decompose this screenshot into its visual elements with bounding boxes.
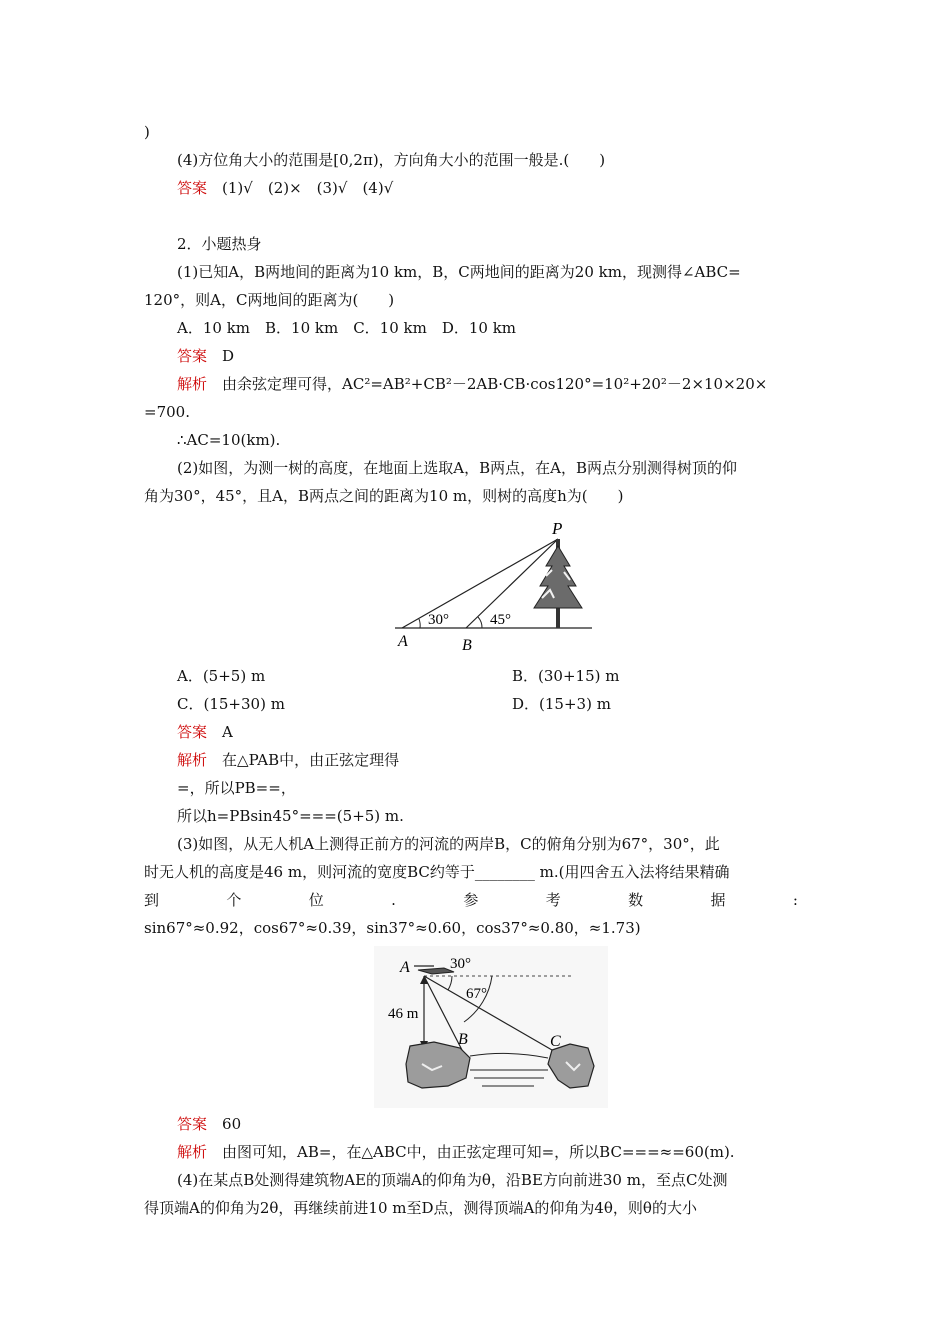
justified-word: . (391, 891, 396, 909)
justified-word: 参 (463, 891, 479, 909)
analysis-label: 解析 (177, 375, 208, 393)
tree-figure (380, 510, 610, 658)
justified-word: 个 (226, 891, 242, 909)
answer-text: A (222, 723, 233, 741)
justified-word: 数 (628, 891, 644, 909)
angle-b-label: 45° (490, 612, 511, 628)
problem-3-line-4: sin67°≈0.92，cos67°≈0.39，sin37°≈0.60，cos37°≈0.80，≈1.73) (144, 919, 641, 937)
problem-1-line-1: (1)已知A，B两地间的距离为10 km，B，C两地间的距离为20 km，现测得∠ABC= (177, 263, 741, 281)
analysis-line-7 (177, 1142, 735, 1162)
analysis-text: 在△PAB中，由正弦定理得 (222, 751, 400, 769)
line-paren: ) (144, 123, 150, 141)
angle-a-label: 30° (428, 612, 449, 628)
problem-3-line-2: 时无人机的高度是46 m，则河流的宽度BC约等于________ m.(用四舍五入法将结果精确 (144, 863, 730, 881)
answer-label: 答案 (177, 1115, 208, 1133)
angle-67-label: 67° (466, 986, 487, 1002)
answer-label: 答案 (177, 179, 208, 197)
drone-river-figure (374, 946, 608, 1108)
justified-word: 位 (308, 891, 324, 909)
section-heading: 2．小题热身 (177, 235, 262, 253)
problem-2-line-2: 角为30°，45°，且A，B两点之间的距离为10 m，则树的高度h为( ) (144, 487, 624, 505)
point-a-label: A (398, 633, 408, 650)
analysis-text: 由余弦定理可得，AC²=AB²+CB²－2AB·CB·cos120°=10²+20²－2×10×20× (222, 375, 768, 393)
justified-word: 据 (710, 891, 726, 909)
analysis-line-2: =700. (144, 403, 190, 421)
height-label: 46 m (388, 1006, 419, 1022)
problem-4-line-1: (4)在某点B处测得建筑物AE的顶端A的仰角为θ，沿BE方向前进30 m，至点C处测 (177, 1171, 728, 1189)
analysis-label: 解析 (177, 751, 208, 769)
analysis-line-4 (177, 750, 399, 770)
bank-c-label: C (550, 1033, 561, 1050)
problem-3-line-1: (3)如图，从无人机A上测得正前方的河流的两岸B，C的俯角分别为67°，30°，此 (177, 835, 720, 853)
problem-1-options: A．10 km B．10 km C．10 km D．10 km (177, 319, 517, 337)
analysis-line-1 (177, 374, 767, 394)
answer-line-4 (177, 1114, 241, 1134)
answer-label: 答案 (177, 347, 208, 365)
answer-label: 答案 (177, 723, 208, 741)
drone-a-label: A (400, 959, 410, 976)
problem-2-line-1: (2)如图，为测一树的高度，在地面上选取A，B两点，在A，B两点分别测得树顶的仰 (177, 459, 737, 477)
answer-text: 60 (222, 1115, 242, 1133)
answer-text: D (222, 347, 235, 365)
problem-4-line-2: 得顶端A的仰角为2θ，再继续前进10 m至D点，测得顶端A的仰角为4θ，则θ的大小 (144, 1199, 697, 1217)
option-b: B．(30+15) m (512, 667, 620, 685)
point-b-label: B (462, 637, 472, 654)
option-a: A．(5+5) m (177, 667, 266, 685)
justified-word: 到 (144, 891, 160, 909)
question-4: (4)方位角大小的范围是[0,2π)，方向角大小的范围一般是.( ) (177, 151, 606, 169)
analysis-line-6: 所以h=PBsin45°===(5+5) m. (177, 807, 404, 825)
option-d: D．(15+3) m (512, 695, 611, 713)
answer-line-2 (177, 346, 234, 366)
answer-line-1 (177, 178, 393, 198)
answer-line-3 (177, 722, 233, 742)
answer-text: (1)√ (2)× (3)√ (4)√ (222, 179, 394, 197)
analysis-text: 由图可知，AB=，在△ABC中，由正弦定理可知=，所以BC===≈=60(m). (222, 1143, 735, 1161)
problem-3-line-3 (144, 890, 798, 910)
bank-b-label: B (458, 1031, 468, 1048)
option-c: C．(15+30) m (177, 695, 285, 713)
analysis-line-5: =，所以PB==， (177, 779, 296, 797)
problem-1-line-2: 120°，则A，C两地间的距离为( ) (144, 291, 395, 309)
analysis-line-3: ∴AC=10(km). (177, 431, 281, 449)
angle-30-label: 30° (450, 956, 471, 972)
justified-word: 考 (545, 891, 561, 909)
analysis-label: 解析 (177, 1143, 208, 1161)
justified-word: : (792, 891, 798, 909)
point-p-label: P (552, 519, 563, 538)
